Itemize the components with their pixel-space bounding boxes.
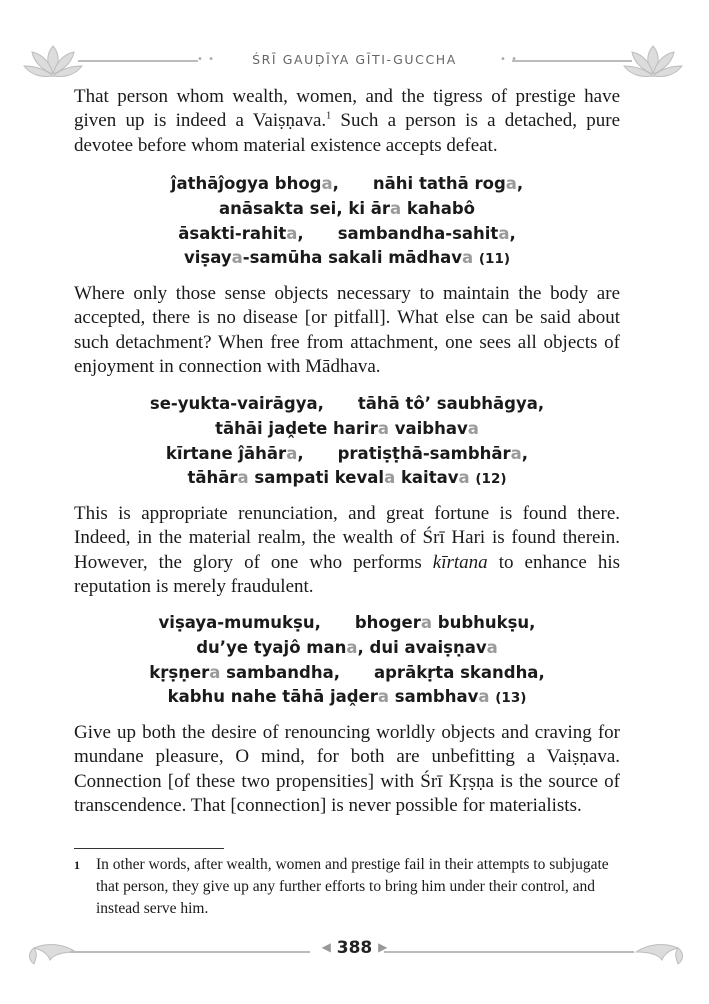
verse-line: ĵathāĵogya bhoga, nāhi tathā roga, — [170, 174, 524, 193]
translation-paragraph — [74, 85, 620, 158]
page-number-value: 388 — [336, 938, 373, 958]
page-number — [0, 938, 709, 958]
translation-paragraph — [74, 282, 620, 379]
paragraph-text: Such a person is a detached, pure devotee before whom material existence accepts defeat. — [74, 110, 620, 156]
paragraph-text: This is appropriate renunciation, and great fortune is found there. Indeed, in the material realm, the wealth of Śrī Hari is found therein. However, the glory of one who performs — [74, 503, 620, 573]
paragraph-italic-term: kīrtana — [432, 551, 488, 573]
verse-line: kṛṣṇera sambandha, aprākṛta skandha, — [149, 662, 545, 682]
paragraph-text: That person whom wealth, women, and the tigress of prestige have given up is indeed a Vaiṣṇava. — [74, 86, 620, 132]
verse-number: (13) — [495, 690, 527, 707]
verse-11 — [74, 172, 620, 272]
footnote-number: 1 — [74, 858, 80, 872]
translation-paragraph — [74, 721, 620, 818]
verse-line: āsakti-rahita, sambandha-sahita, — [178, 223, 516, 243]
header-dots-right: • • — [500, 54, 518, 65]
verse-line: se-yukta-vairāgya, tāhā tô’ saubhāgya, — [149, 394, 545, 413]
verse-number: (11) — [478, 251, 511, 268]
footnote-text: In other words, after wealth, women and prestige fail in their attempts to subjugate that person, they give up any further efforts to bring him under their control, and instead serve him. — [96, 856, 609, 917]
header-dots-left: • • — [197, 54, 215, 65]
verse-number: (12) — [475, 471, 507, 488]
arrow-left-icon: ◀ — [321, 940, 331, 954]
translation-paragraph — [74, 502, 620, 599]
verse-line: kabhu nahe tāhā jaḓera sambhava (13) — [167, 687, 527, 707]
verse-12 — [74, 392, 620, 492]
arrow-right-icon: ▶ — [378, 940, 388, 954]
footnote-rule — [74, 848, 224, 849]
verse-line: kīrtane ĵāhāra, pratiṣṭhā-sambhāra, — [165, 443, 529, 463]
verse-line: viṣaya-mumukṣu, bhogera bubhukṣu, — [158, 613, 536, 632]
verse-line: tāhāi jaḓete harira vaibhava — [215, 418, 479, 438]
verse-13 — [74, 611, 620, 711]
verse-line: tāhāra sampati kevala kaitava (12) — [187, 468, 507, 488]
footnote-reference[interactable]: 1 — [326, 110, 332, 122]
paragraph-text: to enhance his reputation is merely fraudulent. — [74, 551, 620, 597]
verse-line: anāsakta sei, ki āra kahabô — [218, 198, 476, 218]
paragraph-text: Give up both the desire of renouncing worldly objects and craving for mundane pleasure, O mind, for both are unbefitting a Vaiṣṇava. Connection [of these two propensities] with Śrī Kṛṣṇa is the source of transcendence. That [connection] is never possible for materialists. — [74, 722, 620, 816]
running-header-title: ŚRĪ GAUḌĪYA GĪTI-GUCCHA — [252, 52, 457, 67]
verse-line: viṣaya-samūha sakali mādhava (11) — [183, 248, 511, 268]
footnote — [74, 854, 620, 920]
verse-line: du’ye tyajô mana, dui avaiṣṇava — [196, 637, 498, 657]
paragraph-text: Where only those sense objects necessary to maintain the body are accepted, there is no disease [or pitfall]. What else can be said about such detachment? When free from attachment, one sees all objects of enjoyment in connection with Mādhava. — [74, 283, 620, 377]
